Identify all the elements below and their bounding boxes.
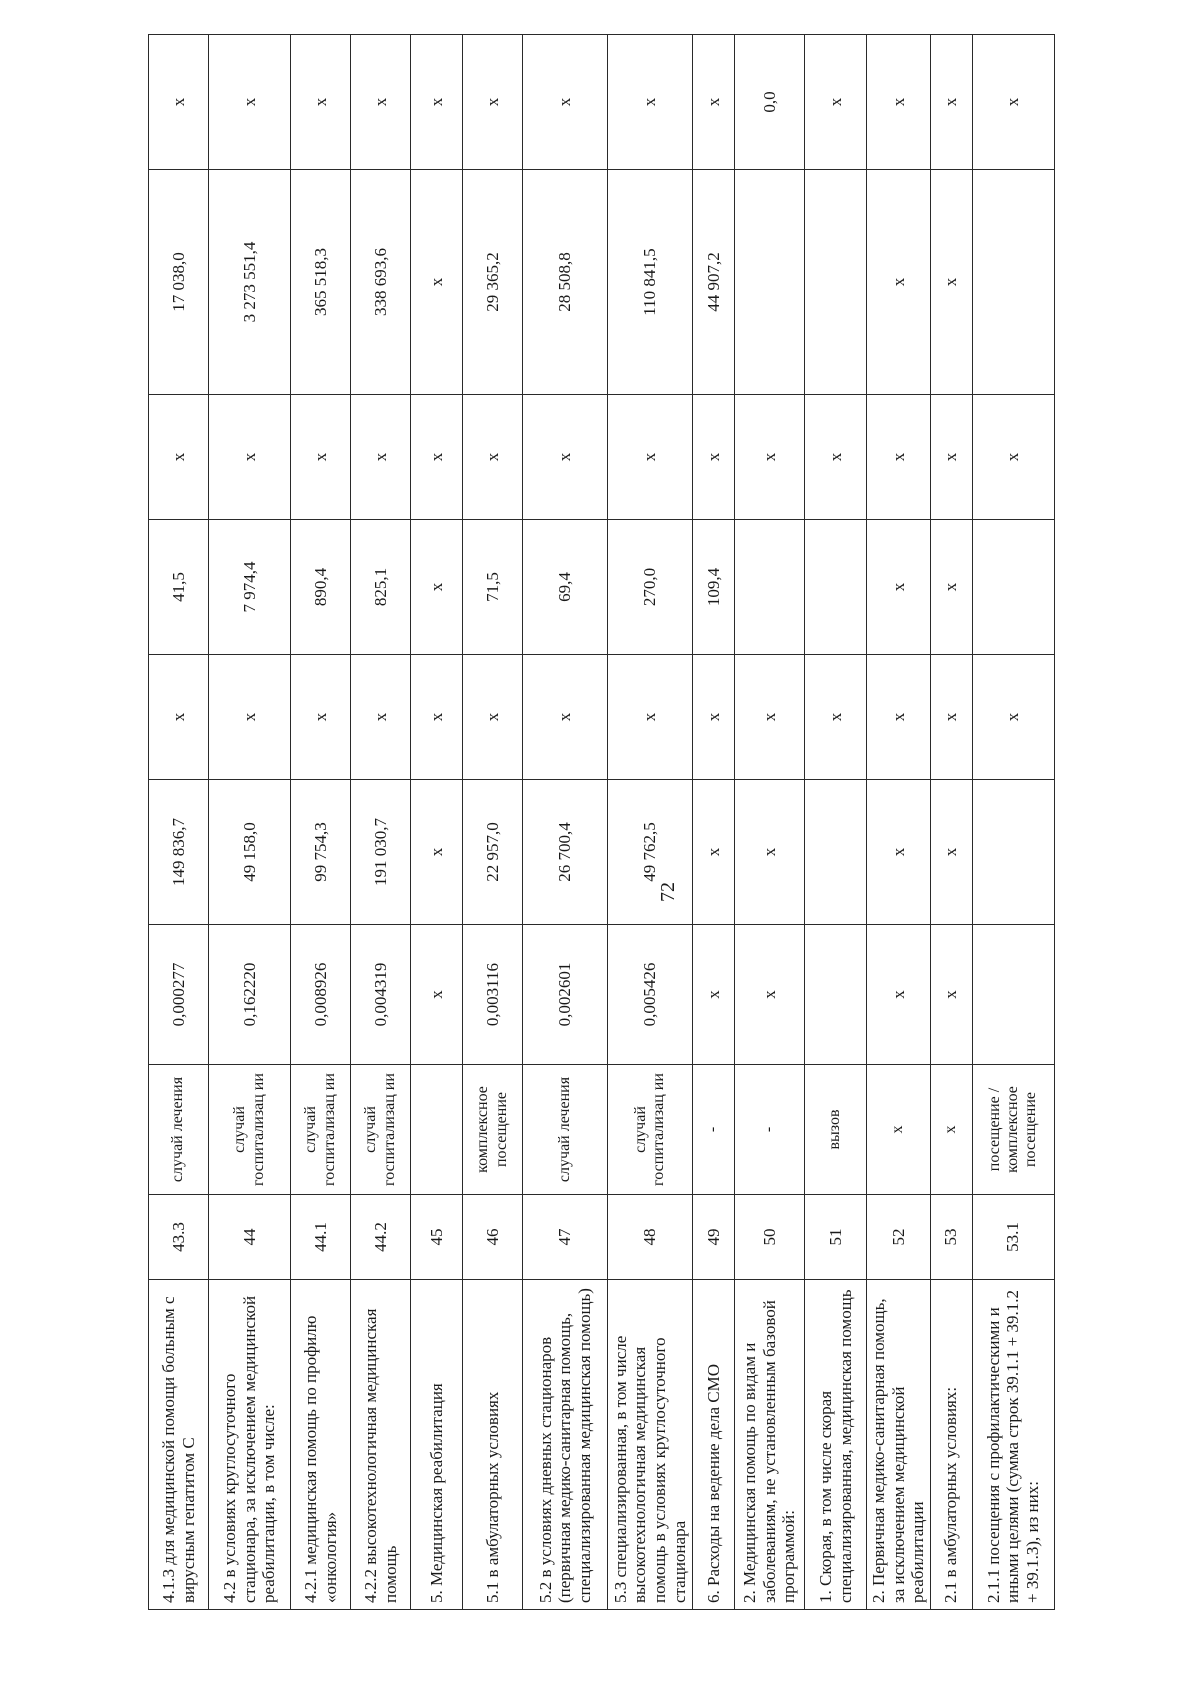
unit-cell: - bbox=[735, 1065, 805, 1195]
value-cell: x bbox=[411, 925, 463, 1065]
value-cell: x bbox=[411, 780, 463, 925]
value-cell bbox=[972, 520, 1054, 655]
rotated-table-container bbox=[148, 10, 1042, 1610]
row-name-cell: 2. Медицинская помощь по видам и заболеваниям, не установленным базовой программой: bbox=[735, 1280, 805, 1610]
value-cell: x bbox=[867, 520, 931, 655]
value-cell: x bbox=[693, 925, 735, 1065]
value-cell: x bbox=[693, 780, 735, 925]
row-number-cell: 49 bbox=[693, 1195, 735, 1280]
unit-cell: вызов bbox=[805, 1065, 867, 1195]
value-cell: 0,002601 bbox=[523, 925, 608, 1065]
value-cell: x bbox=[867, 35, 931, 170]
value-cell bbox=[805, 780, 867, 925]
row-name-cell: 5. Медицинская реабилитация bbox=[411, 1280, 463, 1610]
row-name-cell: 5.2 в условиях дневных стационаров (первичная медико-санитарная помощь, специализированная медицинская помощь) bbox=[523, 1280, 608, 1610]
value-cell: x bbox=[930, 780, 972, 925]
unit-cell: x bbox=[867, 1065, 931, 1195]
row-number-cell: 53.1 bbox=[972, 1195, 1054, 1280]
value-cell: 7 974,4 bbox=[209, 520, 291, 655]
value-cell: x bbox=[693, 395, 735, 520]
value-cell bbox=[972, 780, 1054, 925]
value-cell bbox=[972, 925, 1054, 1065]
table-row bbox=[149, 35, 209, 1610]
value-cell: x bbox=[291, 655, 351, 780]
value-cell: 0,005426 bbox=[608, 925, 693, 1065]
value-cell bbox=[805, 170, 867, 395]
value-cell: x bbox=[805, 655, 867, 780]
unit-cell bbox=[411, 1065, 463, 1195]
unit-cell: случай госпитализац ии bbox=[608, 1065, 693, 1195]
value-cell: 0,004319 bbox=[351, 925, 411, 1065]
row-number-cell: 45 bbox=[411, 1195, 463, 1280]
table-row bbox=[693, 35, 735, 1610]
value-cell: x bbox=[867, 395, 931, 520]
value-cell: x bbox=[930, 925, 972, 1065]
value-cell: 41,5 bbox=[149, 520, 209, 655]
table-row bbox=[930, 35, 972, 1610]
value-cell bbox=[805, 520, 867, 655]
table-row bbox=[608, 35, 693, 1610]
value-cell: x bbox=[149, 655, 209, 780]
value-cell: x bbox=[805, 35, 867, 170]
value-cell: x bbox=[411, 170, 463, 395]
value-cell: x bbox=[735, 655, 805, 780]
row-name-cell: 4.1.3 для медицинской помощи больным с вирусным гепатитом С bbox=[149, 1280, 209, 1610]
value-cell: x bbox=[291, 35, 351, 170]
value-cell: 270,0 bbox=[608, 520, 693, 655]
value-cell: x bbox=[523, 35, 608, 170]
value-cell: x bbox=[351, 655, 411, 780]
row-number-cell: 53 bbox=[930, 1195, 972, 1280]
table-row bbox=[209, 35, 291, 1610]
value-cell: 0,162220 bbox=[209, 925, 291, 1065]
value-cell: x bbox=[523, 655, 608, 780]
value-cell: x bbox=[351, 35, 411, 170]
row-number-cell: 46 bbox=[463, 1195, 523, 1280]
value-cell: x bbox=[930, 395, 972, 520]
row-name-cell: 1. Скорая, в том числе скорая специализированная, медицинская помощь bbox=[805, 1280, 867, 1610]
value-cell: x bbox=[463, 655, 523, 780]
unit-cell: комплексное посещение bbox=[463, 1065, 523, 1195]
value-cell: x bbox=[805, 395, 867, 520]
table-row bbox=[291, 35, 351, 1610]
value-cell: x bbox=[149, 395, 209, 520]
row-name-cell: 4.2.1 медицинская помощь по профилю «онкология» bbox=[291, 1280, 351, 1610]
value-cell: 110 841,5 bbox=[608, 170, 693, 395]
row-number-cell: 44.1 bbox=[291, 1195, 351, 1280]
value-cell: 191 030,7 bbox=[351, 780, 411, 925]
value-cell: x bbox=[930, 35, 972, 170]
value-cell: x bbox=[972, 655, 1054, 780]
row-name-cell: 2. Первичная медико-санитарная помощь, за исключением медицинской реабилитации bbox=[867, 1280, 931, 1610]
value-cell: 365 518,3 bbox=[291, 170, 351, 395]
value-cell: x bbox=[735, 925, 805, 1065]
value-cell: x bbox=[209, 35, 291, 170]
table-row bbox=[523, 35, 608, 1610]
value-cell: 28 508,8 bbox=[523, 170, 608, 395]
unit-cell: x bbox=[930, 1065, 972, 1195]
value-cell: x bbox=[291, 395, 351, 520]
table-row bbox=[867, 35, 931, 1610]
unit-cell: случай лечения bbox=[149, 1065, 209, 1195]
value-cell: x bbox=[209, 655, 291, 780]
value-cell: x bbox=[735, 395, 805, 520]
value-cell: x bbox=[351, 395, 411, 520]
row-number-cell: 43.3 bbox=[149, 1195, 209, 1280]
row-number-cell: 47 bbox=[523, 1195, 608, 1280]
value-cell: 825,1 bbox=[351, 520, 411, 655]
row-name-cell: 4.2 в условиях круглосуточного стационара, за исключением медицинской реабилитации, в том числе: bbox=[209, 1280, 291, 1610]
value-cell bbox=[805, 925, 867, 1065]
value-cell: x bbox=[608, 35, 693, 170]
table-row bbox=[463, 35, 523, 1610]
row-name-cell: 5.3 специализированная, в том числе высокотехнологичная медицинская помощь в условиях круглосуточного стационара bbox=[608, 1280, 693, 1610]
value-cell bbox=[972, 170, 1054, 395]
row-number-cell: 44 bbox=[209, 1195, 291, 1280]
row-number-cell: 50 bbox=[735, 1195, 805, 1280]
table-row bbox=[735, 35, 805, 1610]
value-cell: 0,0 bbox=[735, 35, 805, 170]
row-number-cell: 51 bbox=[805, 1195, 867, 1280]
value-cell: x bbox=[930, 170, 972, 395]
row-name-cell: 4.2.2 высокотехнологичная медицинская помощь bbox=[351, 1280, 411, 1610]
value-cell: 49 762,5 bbox=[608, 780, 693, 925]
unit-cell: случай госпитализац ии bbox=[209, 1065, 291, 1195]
value-cell: x bbox=[693, 655, 735, 780]
value-cell: 17 038,0 bbox=[149, 170, 209, 395]
row-number-cell: 52 bbox=[867, 1195, 931, 1280]
value-cell: x bbox=[411, 655, 463, 780]
value-cell: 49 158,0 bbox=[209, 780, 291, 925]
row-number-cell: 48 bbox=[608, 1195, 693, 1280]
value-cell: 71,5 bbox=[463, 520, 523, 655]
value-cell: x bbox=[930, 520, 972, 655]
value-cell: 22 957,0 bbox=[463, 780, 523, 925]
value-cell: x bbox=[867, 170, 931, 395]
value-cell: 3 273 551,4 bbox=[209, 170, 291, 395]
value-cell bbox=[735, 520, 805, 655]
value-cell: 44 907,2 bbox=[693, 170, 735, 395]
table-row bbox=[411, 35, 463, 1610]
value-cell: x bbox=[930, 655, 972, 780]
value-cell: x bbox=[867, 780, 931, 925]
value-cell: x bbox=[693, 35, 735, 170]
row-name-cell: 2.1.1 посещения с профилактическими и иными целями (сумма строк 39.1.1 + 39.1.2 + 39.1.3), из них: bbox=[972, 1280, 1054, 1610]
value-cell: x bbox=[972, 395, 1054, 520]
value-cell: x bbox=[867, 925, 931, 1065]
value-cell: 338 693,6 bbox=[351, 170, 411, 395]
value-cell: 890,4 bbox=[291, 520, 351, 655]
value-cell: 109,4 bbox=[693, 520, 735, 655]
value-cell: x bbox=[463, 35, 523, 170]
value-cell: x bbox=[463, 395, 523, 520]
row-name-cell: 2.1 в амбулаторных условиях: bbox=[930, 1280, 972, 1610]
value-cell: 0,000277 bbox=[149, 925, 209, 1065]
value-cell: 26 700,4 bbox=[523, 780, 608, 925]
value-cell: x bbox=[149, 35, 209, 170]
financing-table bbox=[148, 34, 1055, 1610]
value-cell: x bbox=[411, 35, 463, 170]
value-cell: x bbox=[209, 395, 291, 520]
value-cell: 69,4 bbox=[523, 520, 608, 655]
value-cell: x bbox=[411, 395, 463, 520]
unit-cell: - bbox=[693, 1065, 735, 1195]
row-name-cell: 5.1 в амбулаторных условиях bbox=[463, 1280, 523, 1610]
table-row bbox=[972, 35, 1054, 1610]
unit-cell: случай лечения bbox=[523, 1065, 608, 1195]
value-cell: x bbox=[411, 520, 463, 655]
table-row bbox=[805, 35, 867, 1610]
unit-cell: посещение / комплексное посещение bbox=[972, 1065, 1054, 1195]
value-cell: 29 365,2 bbox=[463, 170, 523, 395]
value-cell: x bbox=[523, 395, 608, 520]
value-cell: x bbox=[608, 655, 693, 780]
unit-cell: случай госпитализац ии bbox=[351, 1065, 411, 1195]
value-cell: x bbox=[972, 35, 1054, 170]
value-cell: x bbox=[867, 655, 931, 780]
value-cell: 149 836,7 bbox=[149, 780, 209, 925]
page-number: 72 bbox=[657, 882, 679, 902]
value-cell: 0,003116 bbox=[463, 925, 523, 1065]
value-cell: x bbox=[735, 780, 805, 925]
value-cell: 0,008926 bbox=[291, 925, 351, 1065]
table-row bbox=[351, 35, 411, 1610]
value-cell bbox=[735, 170, 805, 395]
value-cell: 99 754,3 bbox=[291, 780, 351, 925]
unit-cell: случай госпитализац ии bbox=[291, 1065, 351, 1195]
value-cell: x bbox=[608, 395, 693, 520]
row-name-cell: 6. Расходы на ведение дела СМО bbox=[693, 1280, 735, 1610]
row-number-cell: 44.2 bbox=[351, 1195, 411, 1280]
